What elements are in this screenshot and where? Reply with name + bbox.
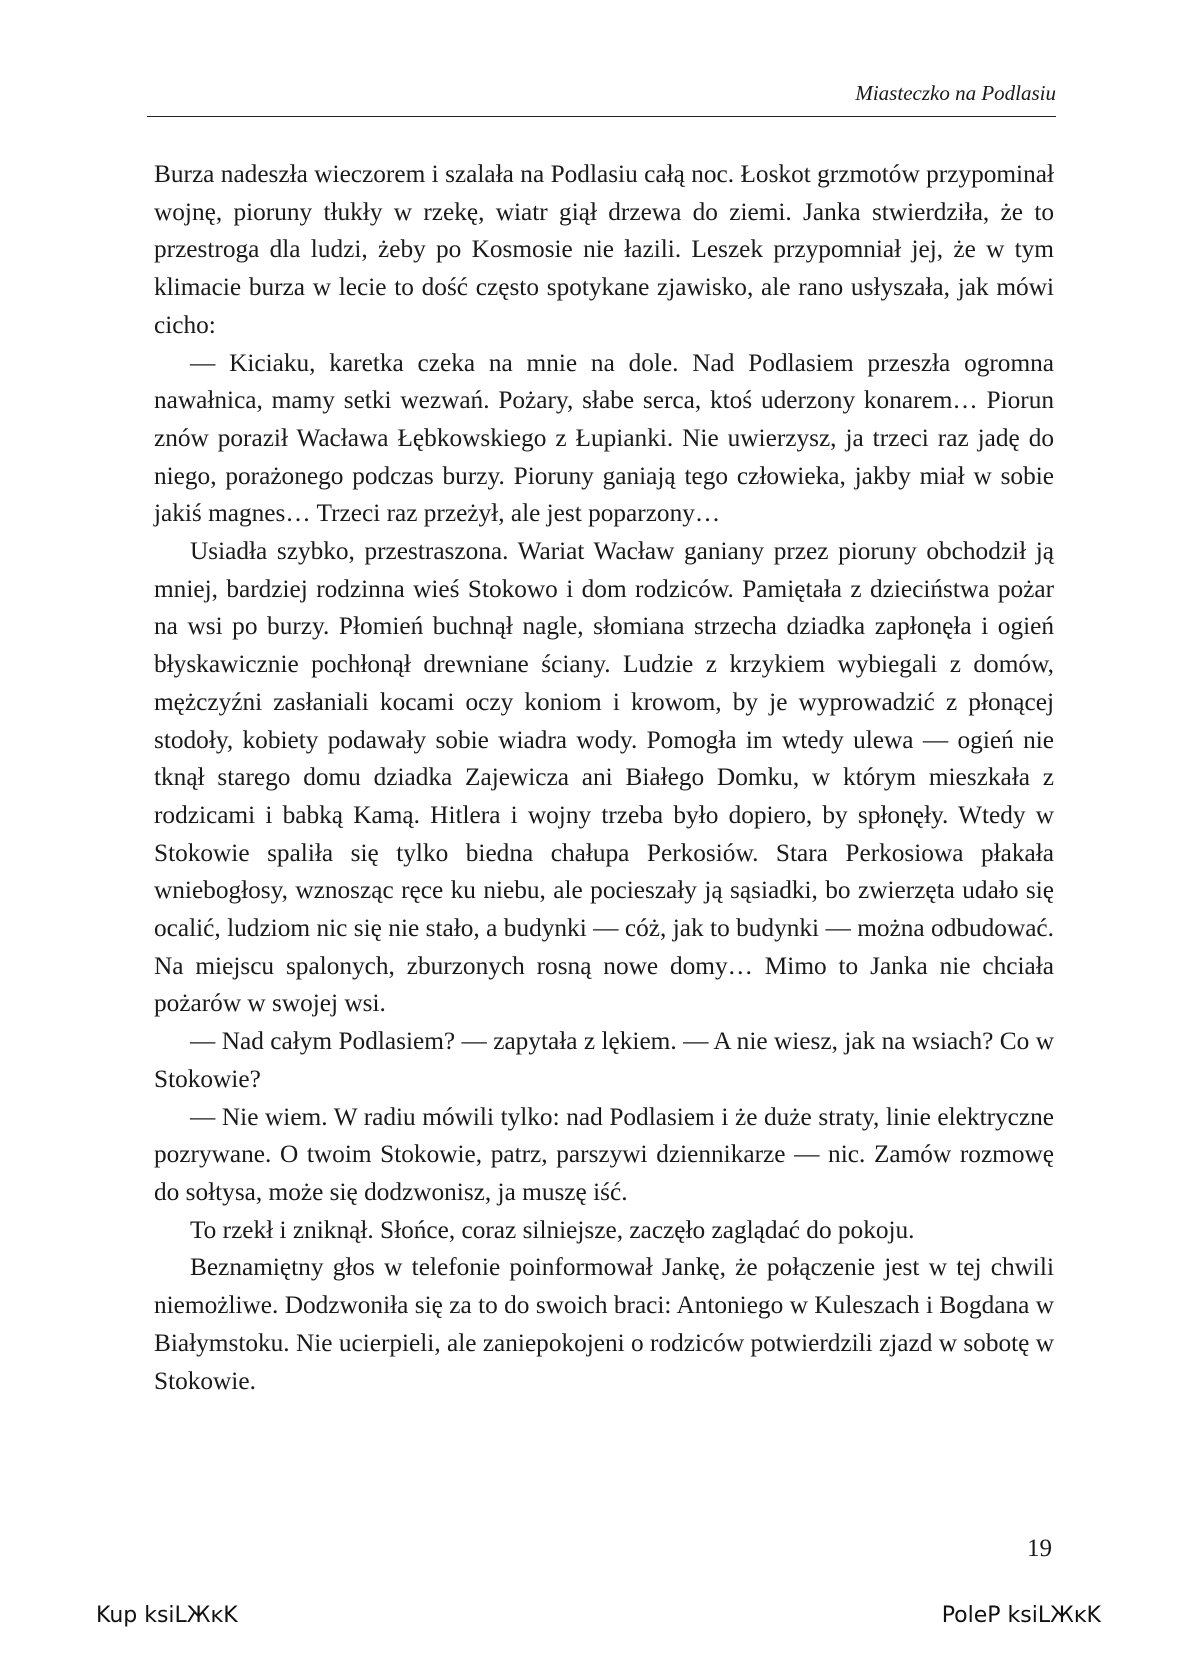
paragraph-5: — Nie wiem. W radiu mówili tylko: nad Podlasiem i że duże straty, linie elektryczne pozrywane. O twoim Stokowie, patrz, parszywi dziennikarze — nic. Zamów rozmowę do sołtysa, może się dodzwonisz, ja muszę iść.	[154, 1102, 1054, 1206]
paragraph-6: To rzekł i zniknął. Słońce, coraz silniejsze, zaczęło zaglądać do pokoju.	[190, 1215, 915, 1244]
paragraph-3: Usiadła szybko, przestraszona. Wariat Wacław ganiany przez pioruny obchodził ją mniej, bardziej rodzinna wieś Stokowo i dom rodziców. Pamiętała z dzieciństwa pożar na wsi po burzy. Płomień buchnął nagle, słomiana strzecha dziadka zapłonęła i ogień błyskawicznie pochłonął drewniane ściany. Ludzie z krzykiem wybiegali z domów, mężczyźni zasłaniali kocami oczy koniom i krowom, by je wyprowadzić z płonącej stodoły, kobiety podawały sobie wiadra wody. Pomogła im wtedy ulewa — ogień nie tknął starego domu dziadka Zajewicza ani Białego Domku, w którym mieszkała z rodzicami i babką Kamą. Hitlera i wojny trzeba było dopiero, by spłonęły. Wtedy w Stokowie spaliła się tylko biedna chałupa Perkosiów. Stara Perkosiowa płakała wniebogłosy, wznosząc ręce ku niebu, ale pocieszały ją sąsiadki, bo zwierzęta udało się ocalić, ludziom nic się nie stało, a budynki — cóż, jak to budynki — można odbudować. Na miejscu spalonych, zburzonych rosną nowe domy… Mimo to Janka nie chciała pożarów w swojej wsi.	[154, 537, 1054, 1018]
paragraph-4: — Nad całym Podlasiem? — zapytała z lękiem. — A nie wiesz, jak na wsiach? Co w Stokowie?	[154, 1027, 1054, 1093]
running-header-title: Miasteczko na Podlasiu	[855, 81, 1056, 105]
header-divider	[147, 116, 1056, 117]
footer-recommend-book-link[interactable]: PoleP ksiLЖĸK	[941, 1603, 1101, 1628]
paragraph-1: Burza nadeszła wieczorem i szalała na Podlasiu całą noc. Łoskot grzmotów przypominał wojnę, pioruny tłukły w rzekę, wiatr giął drzewa do ziemi. Janka stwierdziła, że to przestroga dla ludzi, żeby po Kosmosie nie łazili. Leszek przypomniał jej, że w tym klimacie burza w lecie to dość często spotykane zjawisko, ale rano usłyszała, jak mówi cicho:	[154, 160, 1054, 339]
paragraph-2: — Kiciaku, karetka czeka na mnie na dole. Nad Podlasiem przeszła ogromna nawałnica, mamy setki wezwań. Pożary, słabe serca, ktoś uderzony konarem… Piorun znów poraził Wacława Łębkowskiego z Łupianki. Nie uwierzysz, ja trzeci raz jadę do niego, porażonego podczas burzy. Pioruny ganiają tego człowieka, jakby miał w sobie jakiś magnes… Trzeci raz przeżył, ale jest poparzony…	[154, 348, 1054, 528]
body-text	[154, 156, 1054, 1400]
page-number: 19	[1027, 1535, 1052, 1562]
paragraph-7: Beznamiętny głos w telefonie poinformował Jankę, że połączenie jest w tej chwili niemożliwe. Dodzwoniła się za to do swoich braci: Antoniego w Kuleszach i Bogdana w Białymstoku. Nie ucierpieli, ale zaniepokojeni o rodziców potwierdzili zjazd w sobotę w Stokowie.	[154, 1253, 1054, 1395]
footer-buy-book-link[interactable]: Kup ksiLЖĸK	[96, 1603, 238, 1628]
